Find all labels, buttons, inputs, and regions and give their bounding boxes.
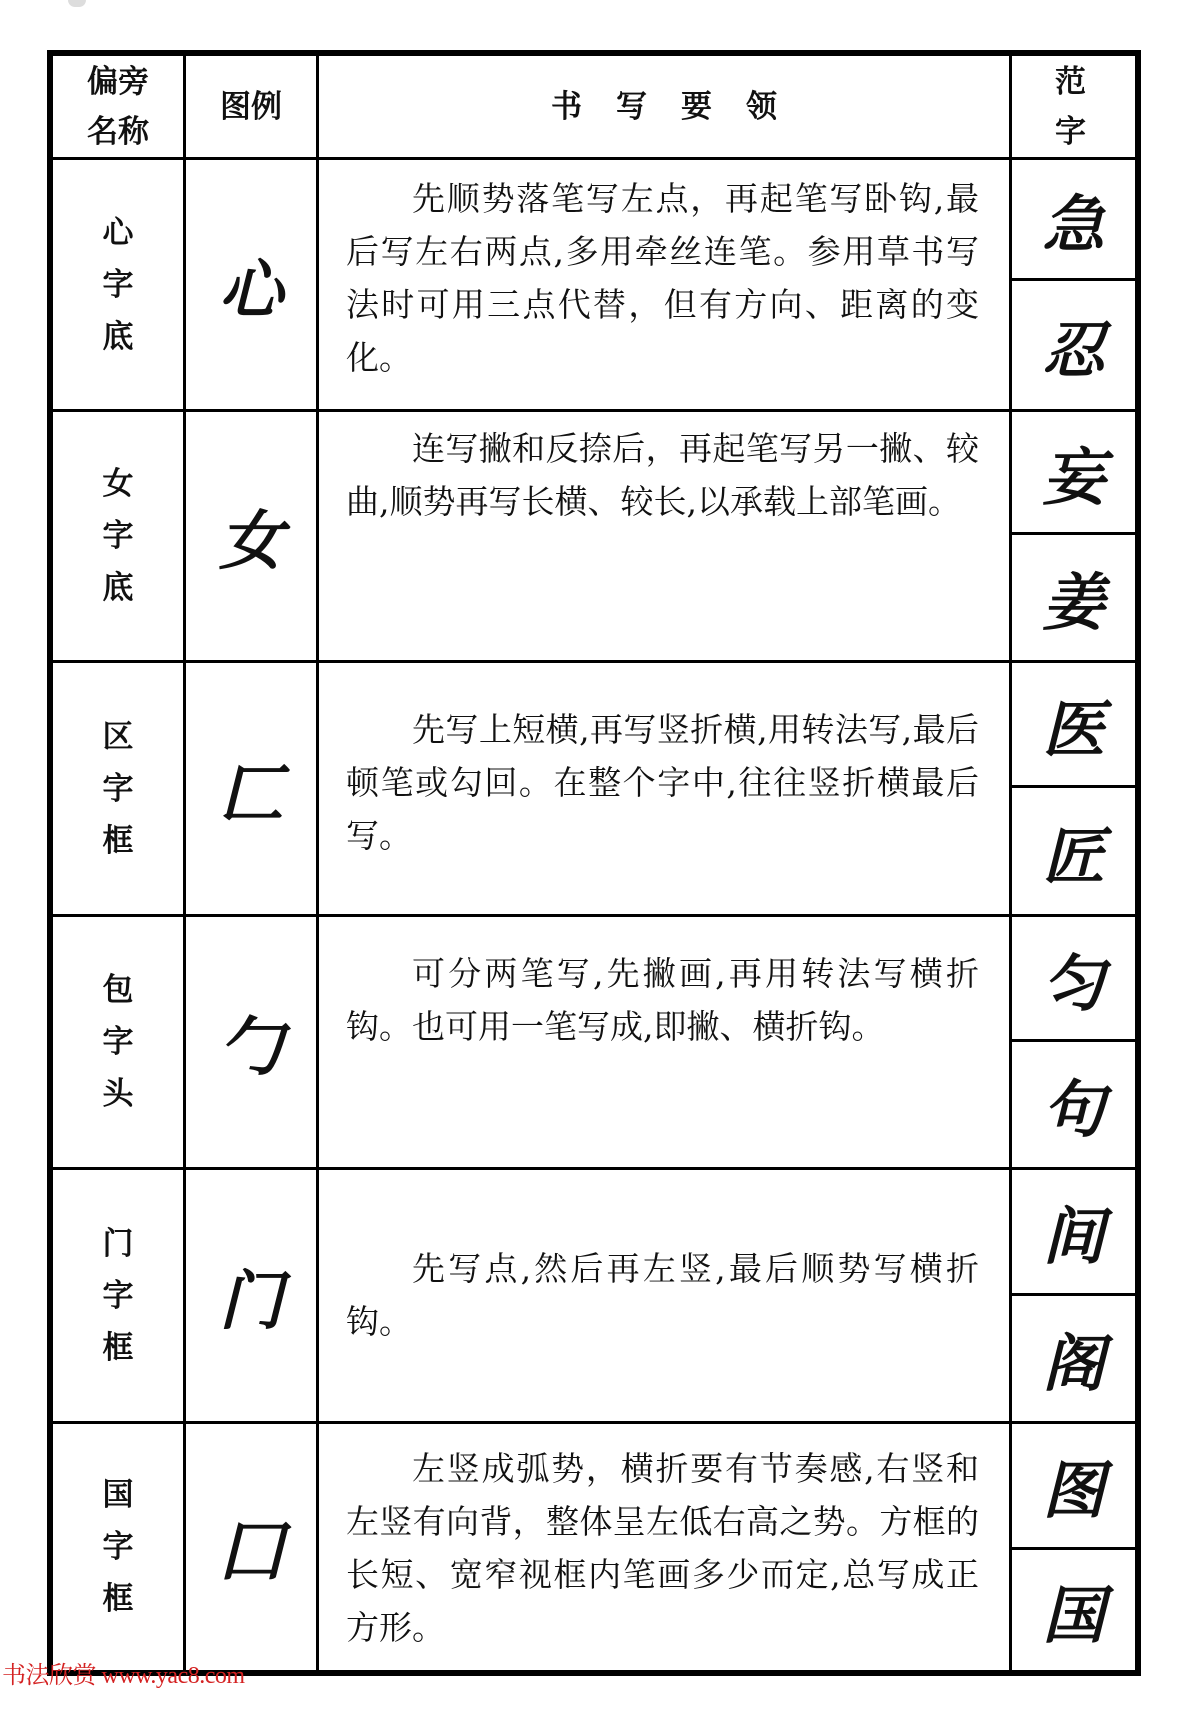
model-character: 姜 bbox=[1042, 566, 1105, 639]
model-character: 医 bbox=[1042, 692, 1105, 766]
site-watermark: 书法欣赏 www.yac8.com bbox=[2, 1663, 245, 1689]
radical-name-char: 国 bbox=[102, 1477, 134, 1513]
radical-name-char: 字 bbox=[102, 266, 134, 303]
writing-tips-text: 可分两笔写,先撇画,再用转法写横折钩。也可用一笔写成,即撇、横折钩。 bbox=[346, 954, 979, 1046]
model-character: 阁 bbox=[1042, 1327, 1105, 1400]
radical-name-cell bbox=[53, 917, 183, 1167]
radical-name-char: 心 bbox=[102, 214, 134, 251]
radical-name-char: 框 bbox=[102, 1581, 134, 1617]
header-description: 书写要领 bbox=[551, 88, 811, 125]
radical-name-char: 字 bbox=[102, 1277, 134, 1314]
radical-name-char: 底 bbox=[102, 318, 134, 355]
writing-tips-text: 左竖成弧势，横折要有节奏感,右竖和左竖有向背，整体呈左低右高之势。方框的长短、宽窄视框内笔画多少而定,总写成正方形。 bbox=[346, 1449, 979, 1647]
radical-example: 匚 bbox=[219, 756, 283, 832]
radical-table bbox=[47, 50, 1141, 1676]
header-models: 范字 bbox=[1055, 63, 1122, 150]
radical-example: 勹 bbox=[219, 1010, 283, 1085]
radical-name-char: 字 bbox=[102, 518, 134, 554]
writing-tips-text: 先写上短横,再写竖折横,用转法写,最后顿笔或勾回。在整个字中,往往竖折横最后写。 bbox=[346, 710, 979, 855]
model-character: 匀 bbox=[1042, 946, 1105, 1020]
model-character: 急 bbox=[1042, 187, 1105, 261]
radical-name-char: 字 bbox=[102, 1529, 134, 1565]
scan-artifact bbox=[68, 0, 86, 7]
writing-tips-text: 先顺势落笔写左点，再起笔写卧钩,最后写左右两点,多用牵丝连笔。参用草书写法时可用三点代替，但有方向、距离的变化。 bbox=[346, 179, 979, 377]
radical-name-cell bbox=[53, 1170, 183, 1421]
writing-tips bbox=[319, 1170, 1009, 1421]
radical-example: 囗 bbox=[219, 1515, 283, 1590]
radical-example: 心 bbox=[219, 252, 283, 328]
radical-name-cell bbox=[53, 663, 183, 914]
writing-tips bbox=[319, 412, 1009, 660]
radical-example: 女 bbox=[219, 504, 283, 579]
radical-name-char: 字 bbox=[102, 770, 134, 807]
radical-name-char: 头 bbox=[102, 1076, 134, 1112]
model-character: 间 bbox=[1042, 1200, 1105, 1273]
radical-name-char: 框 bbox=[102, 822, 134, 859]
radical-name-cell bbox=[53, 160, 183, 409]
writing-tips-text: 连写撇和反捺后，再起笔写另一撇、较曲,顺势再写长横、较长,以承载上部笔画。 bbox=[346, 429, 979, 521]
writing-tips-text: 先写点,然后再左竖,最后顺势写横折钩。 bbox=[346, 1249, 979, 1341]
model-character: 妄 bbox=[1042, 440, 1105, 514]
model-character: 句 bbox=[1042, 1073, 1105, 1146]
radical-name-char: 包 bbox=[102, 972, 134, 1008]
radical-example: 门 bbox=[219, 1263, 283, 1339]
header-example: 图例 bbox=[220, 88, 282, 125]
radical-name-char: 区 bbox=[102, 718, 134, 755]
header-text: 偏旁 bbox=[87, 63, 149, 100]
model-character: 匠 bbox=[1042, 819, 1105, 893]
radical-name-cell bbox=[53, 1424, 183, 1670]
radical-name-char: 女 bbox=[102, 466, 134, 502]
model-character: 图 bbox=[1042, 1454, 1105, 1527]
writing-tips bbox=[319, 160, 1009, 409]
radical-name-char: 框 bbox=[102, 1329, 134, 1366]
model-character: 忍 bbox=[1042, 313, 1105, 387]
radical-name-cell bbox=[53, 412, 183, 660]
radical-name-char: 底 bbox=[102, 570, 134, 606]
model-character: 国 bbox=[1042, 1578, 1105, 1652]
radical-name-char: 字 bbox=[102, 1024, 134, 1060]
header-text: 名称 bbox=[87, 113, 149, 150]
writing-tips bbox=[319, 663, 1009, 914]
radical-name-char: 门 bbox=[102, 1225, 134, 1262]
writing-tips bbox=[319, 1424, 1009, 1670]
header-radical-name bbox=[53, 56, 183, 157]
writing-tips bbox=[319, 917, 1009, 1167]
